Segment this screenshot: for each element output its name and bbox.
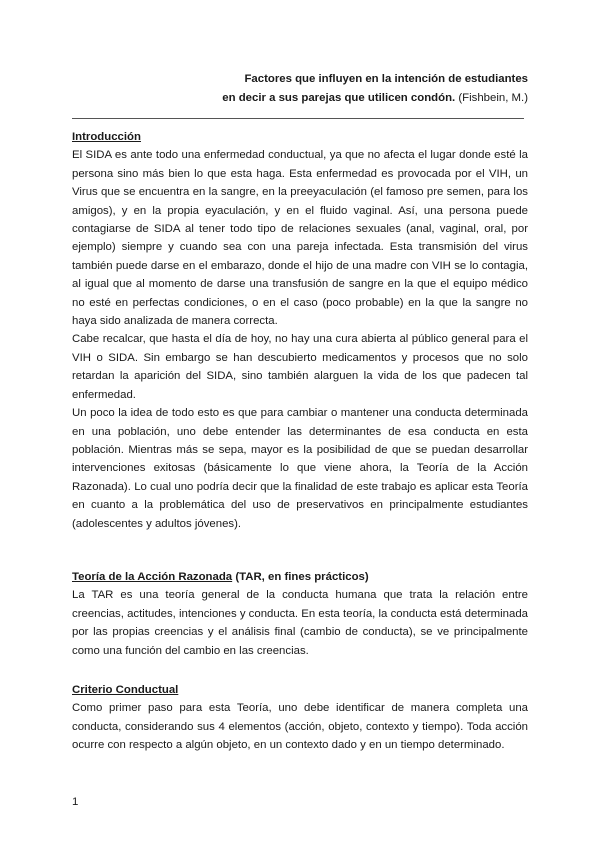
page-number: 1	[72, 796, 79, 808]
header-author: (Fishbein, M.)	[455, 92, 528, 104]
heading-tar-underlined: Teoría de la Acción Razonada	[72, 571, 233, 583]
header-title-line-1: Factores que influyen en la intención de estudiantes	[244, 73, 528, 85]
header-title-line-2	[68, 89, 528, 108]
intro-paragraph-2: Cabe recalcar, que hasta el día de hoy, no hay una cura abierta al público general para el VIH o SIDA. Sin embargo se han descubierto medicamentos y procesos que no solo retardan la aparición del SIDA, sino también alarguen la vida de los que padecen tal enfermedad.	[72, 333, 528, 401]
heading-tar-rest: (TAR, en fines prácticos)	[232, 571, 369, 583]
section-heading-criterio	[72, 681, 528, 699]
criterio-paragraph: Como primer paso para esta Teoría, uno debe identificar de manera completa una conducta, considerando sus 4 elementos (acción, objeto, contexto y tiempo). Toda acción ocurre con respecto a algún objeto, en un contexto dado y en un tiempo determinado.	[72, 702, 528, 752]
section-teoria-accion-razonada	[72, 568, 528, 660]
heading-criterio-text: Criterio Conductual	[72, 684, 179, 696]
header-title-line-2-bold: en decir a sus parejas que utilicen condón.	[222, 92, 456, 104]
document-header	[68, 70, 528, 108]
section-heading-tar	[72, 568, 528, 586]
section-heading-introduccion	[72, 128, 528, 146]
header-divider	[72, 118, 524, 119]
intro-paragraph-3: Un poco la idea de todo esto es que para cambiar o mantener una conducta determinada en una población, uno debe entender las determinantes de esa conducta en esta población. Mientras más se sepa, mayor es la posibilidad de que se puedan desarrollar intervenciones exitosas (básicamente lo que viene ahora, la Teoría de la Acción Razonada). Lo cual uno podría decir que la finalidad de este trabajo es aplicar esta Teoría en cuanto a la problemática del uso de preservativos en principalmente estudiantes (adolescentes y adultos jóvenes).	[72, 407, 528, 530]
heading-text: Introducción	[72, 131, 141, 143]
tar-paragraph: La TAR es una teoría general de la conducta humana que trata la relación entre creencias, actitudes, intenciones y conducta. En esta teoría, la conducta está determinada por las propias creencias y el análisis final (cambio de conducta), se ve principalmente como una función del cambio en las creencias.	[72, 589, 528, 657]
section-criterio-conductual	[72, 681, 528, 755]
intro-paragraph-1: El SIDA es ante todo una enfermedad conductual, ya que no afecta el lugar donde esté la persona sino más bien lo que esta haga. Esta enfermedad es provocada por el VIH, un Virus que se encuentra en la sangre, en la preeyaculación (el famoso pre semen, para los amigos), y en la propia eyaculación, y en el fluido vaginal. Así, una persona puede contagiarse de SIDA al tener todo tipo de relaciones sexuales (anal, vaginal, oral, por ejemplo) siempre y cuando sea con una pareja infectada. Esta transmisión del virus también puede darse en el embarazo, donde el hijo de una madre con VIH se lo contagia, al igual que al momento de darse una transfusión de sangre en la que el equipo médico no esté en perfectas condiciones, o en el caso (poco probable) en la que la sangre no haya sido analizada de manera correcta.	[72, 149, 528, 328]
section-introduccion	[72, 128, 528, 533]
